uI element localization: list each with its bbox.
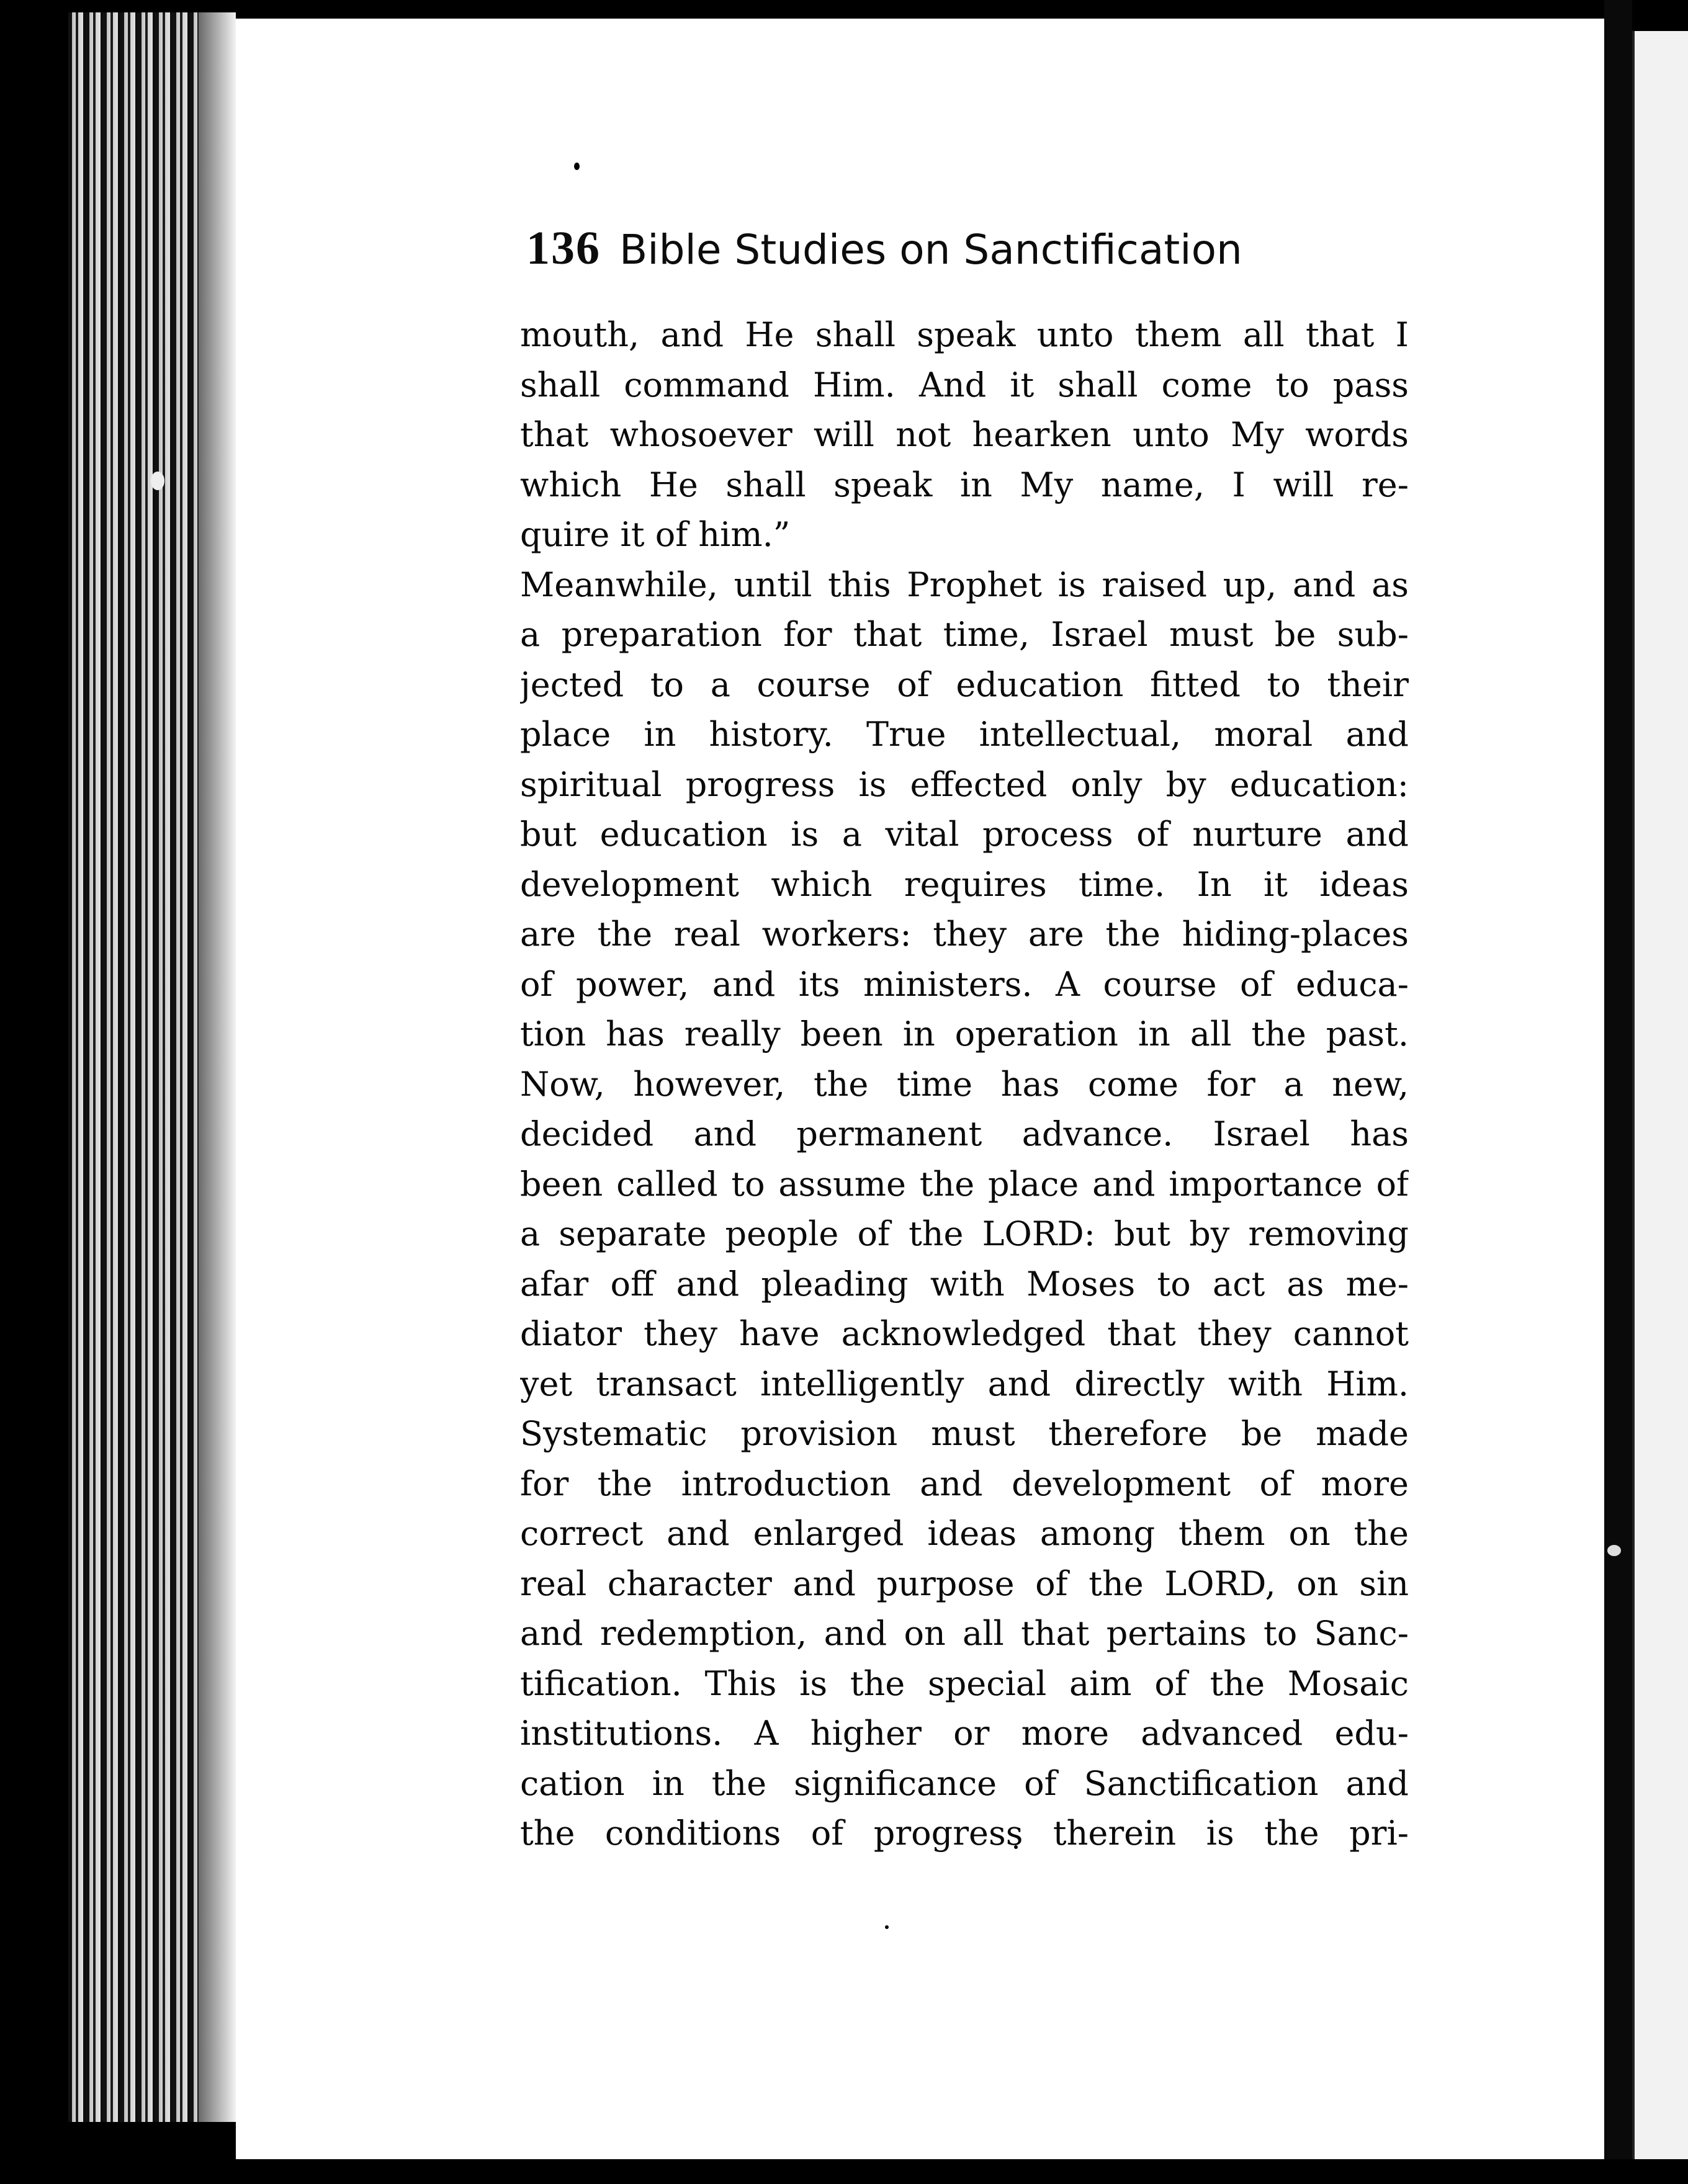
text-line: place in history. True intellectual, moral and: [520, 715, 1409, 754]
text-line: that whosoever will not hearken unto My words: [520, 415, 1409, 454]
text-line: which He shall speak in My name, I will re-: [520, 465, 1409, 504]
text-line: and redemption, and on all that pertains to Sanc-: [520, 1614, 1409, 1653]
text-line: Now, however, the time has come for a new,: [520, 1064, 1409, 1104]
text-line: Systematic provision must therefore be made: [520, 1414, 1409, 1453]
text-line: a preparation for that time, Israel must be sub-: [520, 615, 1409, 654]
facing-page-edge: [1632, 31, 1688, 2159]
text-line: decided and permanent advance. Israel has: [520, 1114, 1409, 1153]
text-line: a separate people of the LORD: but by removing: [520, 1214, 1409, 1253]
text-line: jected to a course of education fitted to their: [520, 665, 1409, 704]
text-line: are the real workers: they are the hiding-places: [520, 915, 1409, 954]
book-page-edges: [68, 12, 236, 2122]
text-line: tification. This is the special aim of the Mosaic: [520, 1663, 1409, 1703]
text-line: afar off and pleading with Moses to act as me-: [520, 1264, 1409, 1304]
text-line: mouth, and He shall speak unto them all that I: [520, 315, 1409, 354]
text-line: been called to assume the place and importance of: [520, 1164, 1409, 1204]
book-gutter: [1604, 0, 1632, 2184]
text-line: diator they have acknowledged that they cannot: [520, 1314, 1409, 1353]
text-line: real character and purpose of the LORD, on sin: [520, 1564, 1409, 1603]
text-line: the conditions of progress therein is the pri-: [520, 1814, 1409, 1853]
text-line: institutions. A higher or more advanced edu-: [520, 1714, 1409, 1753]
text-line: spiritual progress is effected only by education:: [520, 764, 1409, 804]
body-text: [520, 310, 1409, 1859]
scan-speck: [151, 472, 164, 490]
book-title: Bible Studies on Sanctification: [619, 226, 1242, 274]
text-line: quire it of him.”: [520, 515, 791, 554]
text-line: yet transact intelligently and directly with Him.: [520, 1364, 1409, 1403]
text-line: shall command Him. And it shall come to pass: [520, 365, 1409, 405]
text-line: but education is a vital process of nurture and: [520, 815, 1409, 854]
scan-left-border: [0, 0, 68, 2184]
scan-speck: [885, 1925, 889, 1929]
scan-speck: [1607, 1545, 1621, 1556]
text-line: cation in the significance of Sanctification and: [520, 1763, 1409, 1803]
running-head: [526, 214, 1290, 282]
text-line: of power, and its ministers. A course of educa-: [520, 964, 1409, 1004]
text-line: correct and enlarged ideas among them on the: [520, 1514, 1409, 1553]
scan-bottom-border: [236, 2159, 1688, 2184]
text-line: development which requires time. In it ideas: [520, 864, 1409, 904]
text-line: Meanwhile, until this Prophet is raised up, and as: [520, 565, 1409, 604]
scan-speck: [574, 163, 580, 170]
text-line: for the introduction and development of more: [520, 1464, 1409, 1503]
text-line: tion has really been in operation in all the past.: [520, 1014, 1409, 1054]
page-number: 136: [526, 222, 601, 274]
